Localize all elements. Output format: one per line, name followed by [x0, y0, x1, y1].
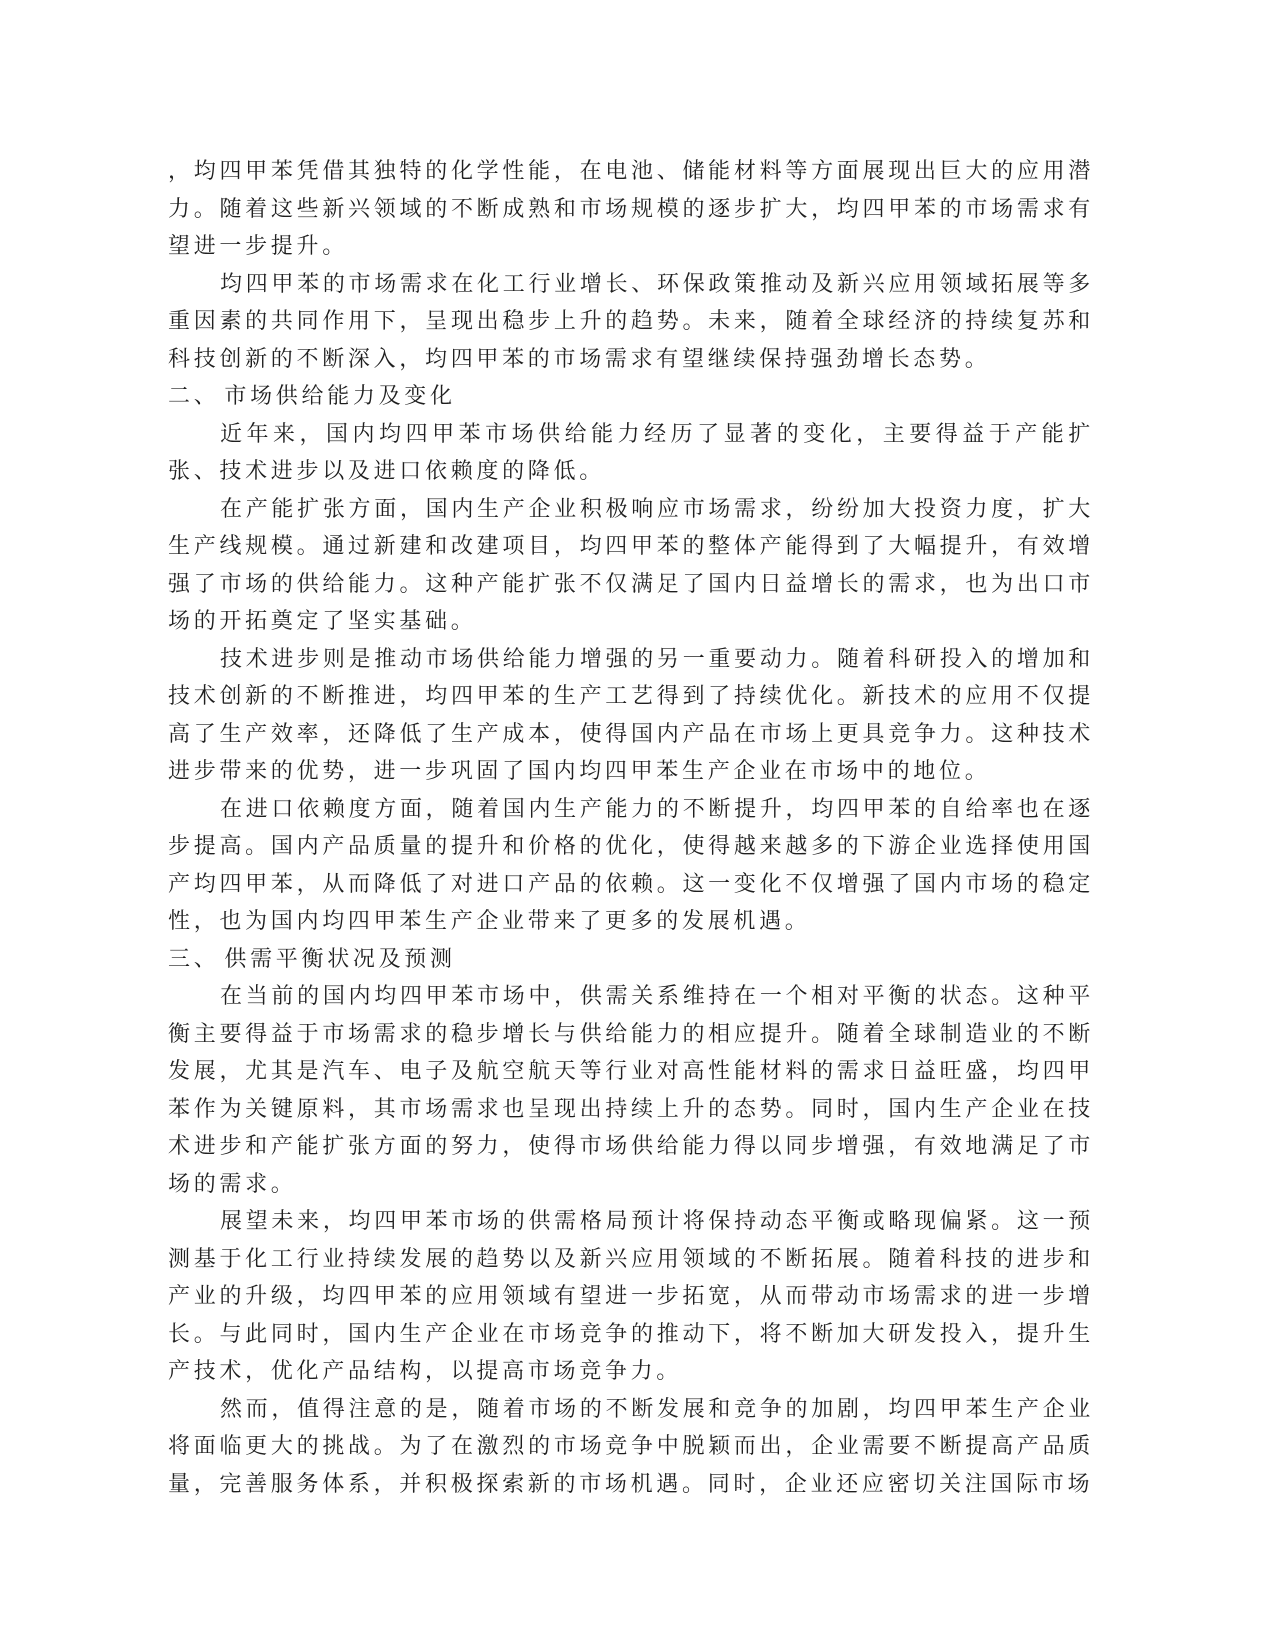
section-number: 二、	[168, 383, 220, 408]
paragraph: 技术进步则是推动市场供给能力增强的另一重要动力。随着科研投入的增加和技术创新的不断推进，均四甲苯的生产工艺得到了持续优化。新技术的应用不仅提高了生产效率，还降低了生产成本，使得国内产品在市场上更具竞争力。这种技术进步带来的优势，进一步巩固了国内均四甲苯生产企业在市场中的地位。	[168, 645, 1094, 783]
paragraph: 在进口依赖度方面，随着国内生产能力的不断提升，均四甲苯的自给率也在逐步提高。国内产品质量的提升和价格的优化，使得越来越多的下游企业选择使用国产均四甲苯，从而降低了对进口产品的依赖。这一变化不仅增强了国内市场的稳定性，也为国内均四甲苯生产企业带来了更多的发展机遇。	[168, 795, 1094, 933]
paragraph: ，均四甲苯凭借其独特的化学性能，在电池、储能材料等方面展现出巨大的应用潜力。随着这些新兴领域的不断成熟和市场规模的逐步扩大，均四甲苯的市场需求有望进一步提升。	[168, 158, 1094, 258]
paragraph: 在当前的国内均四甲苯市场中，供需关系维持在一个相对平衡的状态。这种平衡主要得益于市场需求的稳步增长与供给能力的相应提升。随着全球制造业的不断发展，尤其是汽车、电子及航空航天等行业对高性能材料的需求日益旺盛，均四甲苯作为关键原料，其市场需求也呈现出持续上升的态势。同时，国内生产企业在技术进步和产能扩张方面的努力，使得市场供给能力得以同步增强，有效地满足了市场的需求。	[168, 983, 1094, 1196]
document-content	[168, 152, 1094, 1502]
paragraph: 展望未来，均四甲苯市场的供需格局预计将保持动态平衡或略现偏紧。这一预测基于化工行业持续发展的趋势以及新兴应用领域的不断拓展。随着科技的进步和产业的升级，均四甲苯的应用领域有望进一步拓宽，从而带动市场需求的进一步增长。与此同时，国内生产企业在市场竞争的推动下，将不断加大研发投入，提升生产技术，优化产品结构，以提高市场竞争力。	[168, 1208, 1094, 1383]
paragraph: 在产能扩张方面，国内生产企业积极响应市场需求，纷纷加大投资力度，扩大生产线规模。通过新建和改建项目，均四甲苯的整体产能得到了大幅提升，有效增强了市场的供给能力。这种产能扩张不仅满足了国内日益增长的需求，也为出口市场的开拓奠定了坚实基础。	[168, 495, 1094, 633]
section-title: 供需平衡状况及预测	[224, 945, 456, 971]
paragraph: 均四甲苯的市场需求在化工行业增长、环保政策推动及新兴应用领域拓展等多重因素的共同作用下，呈现出稳步上升的趋势。未来，随着全球经济的持续复苏和科技创新的不断深入，均四甲苯的市场需求有望继续保持强劲增长态势。	[168, 270, 1094, 371]
section-heading	[168, 940, 1094, 978]
section-title: 市场供给能力及变化	[224, 383, 456, 408]
paragraph: 近年来，国内均四甲苯市场供给能力经历了显著的变化，主要得益于产能扩张、技术进步以及进口依赖度的降低。	[168, 420, 1094, 483]
paragraph: 然而，值得注意的是，随着市场的不断发展和竞争的加剧，均四甲苯生产企业将面临更大的挑战。为了在激烈的市场竞争中脱颖而出，企业需要不断提高产品质量，完善服务体系，并积极探索新的市场机遇。同时，企业还应密切关注国际市场	[168, 1395, 1094, 1496]
section-number: 三、	[168, 945, 220, 971]
section-heading	[168, 377, 1094, 415]
